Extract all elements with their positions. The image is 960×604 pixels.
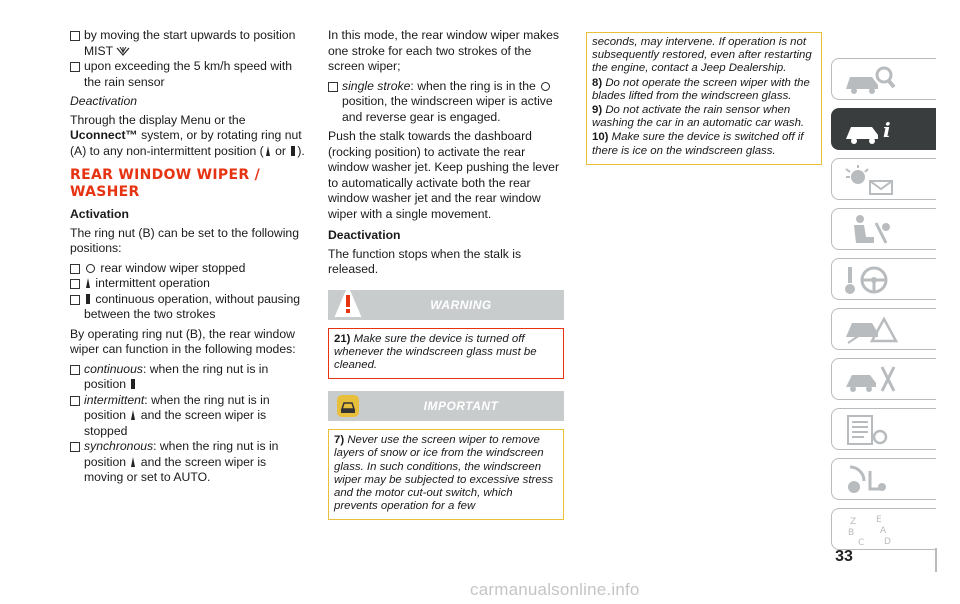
deactivation-paragraph-2: The function stops when the stalk is released.	[328, 246, 522, 276]
page-number: 33	[835, 548, 853, 565]
tab-lights[interactable]	[831, 158, 936, 200]
index-letter: A	[880, 526, 887, 536]
section-heading: REAR WINDOW WIPER / WASHER	[70, 167, 260, 200]
watermark: carmanualsonline.info	[470, 580, 640, 599]
index-letter: B	[848, 528, 855, 538]
tab-emergency[interactable]	[831, 308, 936, 350]
important-note: 7) Never use the screen wiper to remove layers of snow or ice from the windscreen glass. In such conditions, the windscreen wiper may be subjected to excessive stress and the motor cut-out switch, which prevents operation for a few	[328, 429, 564, 520]
bullet-rain-sensor: upon exceeding the 5 km/h speed with the rain sensor	[70, 59, 306, 90]
column-3	[586, 36, 822, 165]
position-intermittent: intermittent operation	[70, 276, 306, 292]
tab-servicing[interactable]	[831, 358, 936, 400]
important-title: IMPORTANT	[423, 399, 499, 414]
continuous-icon	[291, 146, 295, 156]
alphabet-index-icon	[842, 513, 902, 547]
continuous-icon	[86, 294, 90, 304]
mode-intermittent: intermittent: when the ring nut is in position and the screen wiper is stopped	[70, 393, 306, 440]
index-letter: E	[876, 515, 882, 525]
chapter-sidebar	[831, 58, 936, 558]
index-letter: C	[858, 538, 865, 547]
intermittent-icon	[86, 278, 90, 288]
car-info-icon	[842, 113, 902, 147]
index-letter: D	[884, 537, 891, 547]
specs-list-icon	[842, 413, 902, 447]
lights-envelope-icon	[842, 163, 902, 197]
tab-starting-driving[interactable]	[831, 258, 936, 300]
deactivation-title-2: Deactivation	[328, 228, 401, 242]
deactivation-paragraph: Through the display Menu or the Uconnect™ system, or by rotating ring nut (A) to any non-intermittent position ( or ).	[70, 112, 305, 158]
mode-single-stroke: single stroke: when the ring is in the position, the windscreen wiper is active and reverse gear is engaged.	[328, 79, 564, 126]
svg-text:i: i	[883, 118, 891, 142]
activation-title: Activation	[70, 207, 129, 221]
seat-safety-icon	[842, 213, 902, 247]
tab-technical-specs[interactable]	[831, 408, 936, 450]
deactivation-title: Deactivation	[70, 94, 138, 108]
warning-title: WARNING	[430, 297, 492, 312]
tab-index[interactable]	[831, 508, 936, 550]
multimedia-icon	[842, 463, 902, 497]
warning-note: 21) Make sure the device is turned off whenever the windscreen glass must be cleaned.	[328, 328, 564, 380]
notes-continued: seconds, may intervene. If operation is not subsequently restored, even after restarting the engine, contact a Jeep Dealership. 8) Do not operate the screen wiper with the blades lifted from the windscreen glass. 9) Do not activate the rain sensor when washing the car in an automatic car wash. 10) Make sure the device is switched off if there is ice on the windscreen glass.	[586, 32, 822, 165]
intermittent-icon	[131, 457, 135, 467]
washer-paragraph: Push the stalk towards the dashboard (rocking position) to activate the rear window washer jet. Keep pushing the lever to automatically activate both the rear window washer jet and the rear window wiper with a single movement.	[328, 129, 560, 221]
mist-wiper-icon	[116, 46, 130, 56]
position-continuous: continuous operation, without pausing between the two strokes	[70, 292, 306, 323]
modes-paragraph: By operating ring nut (B), the rear window wiper can function in the following modes:	[70, 326, 296, 356]
tab-multimedia[interactable]	[831, 458, 936, 500]
intermittent-icon	[131, 410, 135, 420]
car-warning-icon	[842, 313, 902, 347]
continuous-icon	[131, 379, 135, 389]
page-divider	[935, 548, 937, 572]
column-2	[328, 28, 564, 520]
bullet-mist: by moving the start upwards to position MIST	[70, 28, 306, 59]
mode-continuous: continuous: when the ring nut is in position	[70, 362, 306, 393]
off-position-icon	[86, 264, 95, 273]
column-1	[70, 28, 306, 486]
mode-synchronous: synchronous: when the ring nut is in position and the screen wiper is moving or set to AUTO.	[70, 439, 306, 486]
steering-key-icon	[842, 263, 902, 297]
off-position-icon	[541, 82, 550, 91]
activation-paragraph: The ring nut (B) can be set to the following positions:	[70, 225, 299, 255]
tab-dashboard[interactable]	[831, 108, 936, 150]
tab-knowing-vehicle[interactable]	[831, 58, 936, 100]
index-letter: Z	[850, 517, 857, 527]
mode-paragraph: In this mode, the rear window wiper makes one stroke for each two strokes of the screen wiper;	[328, 28, 559, 73]
position-stopped: rear window wiper stopped	[70, 261, 306, 277]
important-header	[328, 391, 564, 421]
tab-safety[interactable]	[831, 208, 936, 250]
car-tools-icon	[842, 363, 902, 397]
intermittent-icon	[266, 146, 270, 156]
car-magnifier-icon	[842, 63, 902, 97]
warning-header	[328, 290, 564, 320]
